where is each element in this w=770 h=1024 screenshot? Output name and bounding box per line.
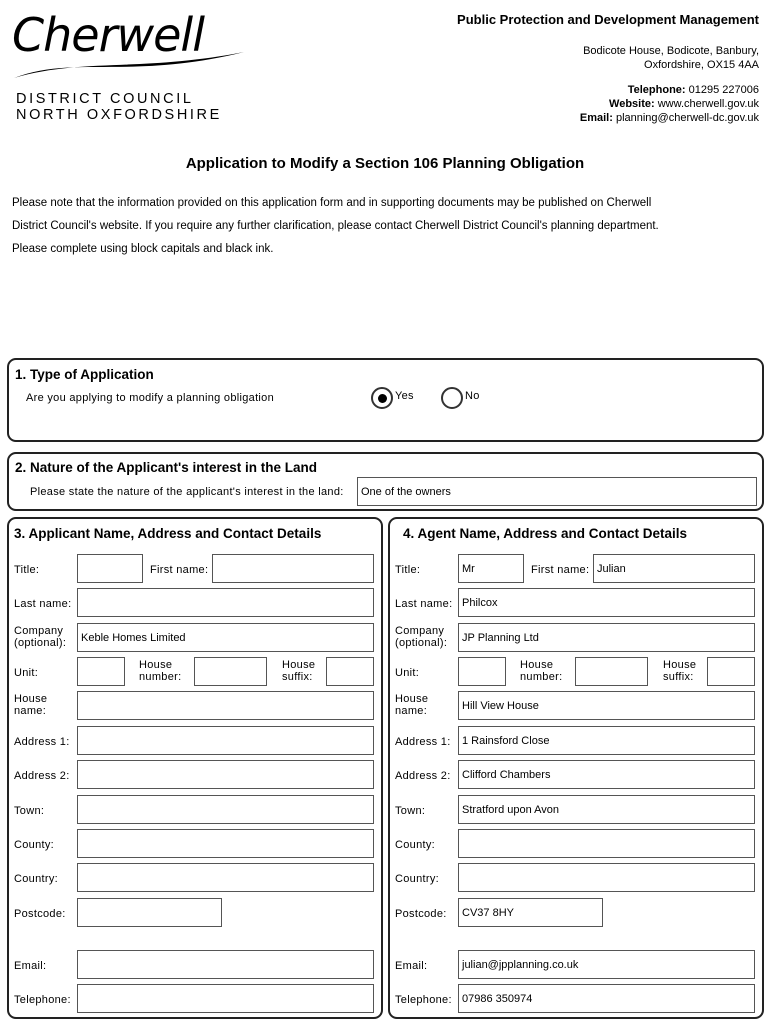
country-input[interactable]	[458, 863, 755, 892]
label-postcode: Postcode:	[395, 908, 447, 920]
label-address1: Address 1:	[395, 736, 451, 748]
label-company: Company (optional):	[395, 625, 448, 649]
label-house-name: House name:	[395, 693, 429, 717]
intro-text	[12, 192, 762, 261]
logo-line1: DISTRICT COUNCIL	[16, 91, 194, 107]
council-logo: Cherwell	[12, 8, 204, 62]
label-house-number: House number:	[139, 659, 182, 683]
section-title: 3. Applicant Name, Address and Contact Details	[14, 526, 322, 541]
label-address1: Address 1:	[14, 736, 70, 748]
unit-input[interactable]	[77, 657, 125, 686]
section-applicant-interest	[7, 452, 764, 511]
label-county: County:	[14, 839, 55, 851]
house-name-input[interactable]: Hill View House	[458, 691, 755, 720]
form-title: Application to Modify a Section 106 Planning Obligation	[185, 155, 585, 172]
website-link[interactable]: www.cherwell.gov.uk	[657, 98, 759, 110]
unit-input[interactable]	[458, 657, 506, 686]
website-label: Website:	[609, 98, 655, 110]
interest-input[interactable]: One of the owners	[357, 477, 757, 506]
email-link[interactable]: planning@cherwell-dc.gov.uk	[615, 112, 759, 124]
address1-input[interactable]	[77, 726, 374, 755]
label-house-number: House number:	[520, 659, 563, 683]
label-email: Email:	[395, 960, 428, 972]
address2-input[interactable]	[77, 760, 374, 789]
postcode-input[interactable]: CV37 8HY	[458, 898, 603, 927]
section-type-of-application	[7, 358, 764, 442]
label-house-suffix: House suffix:	[663, 659, 697, 683]
radio-yes[interactable]	[371, 387, 393, 409]
intro-line: Please note that the information provided on this application form and in supporting documents may be published on Cherwell	[12, 197, 652, 209]
telephone-label: Telephone:	[627, 84, 686, 96]
label-country: Country:	[395, 873, 439, 885]
interest-question: Please state the nature of the applicant's interest in the land:	[30, 486, 344, 498]
label-first-name: First name:	[531, 564, 590, 576]
company-input[interactable]: Keble Homes Limited	[77, 623, 374, 652]
last-name-input[interactable]: Philcox	[458, 588, 755, 617]
house-suffix-input[interactable]	[326, 657, 374, 686]
telephone-input[interactable]	[77, 984, 374, 1013]
town-input[interactable]: Stratford upon Avon	[458, 795, 755, 824]
label-town: Town:	[395, 805, 426, 817]
label-country: Country:	[14, 873, 58, 885]
logo-swoosh-icon	[12, 50, 247, 82]
company-input[interactable]: JP Planning Ltd	[458, 623, 755, 652]
section-title: 1. Type of Application	[15, 367, 154, 382]
label-telephone: Telephone:	[14, 994, 71, 1006]
county-input[interactable]	[458, 829, 755, 858]
country-input[interactable]	[77, 863, 374, 892]
section-title: 2. Nature of the Applicant's interest in the Land	[15, 460, 317, 475]
label-unit: Unit:	[14, 667, 39, 679]
label-first-name: First name:	[150, 564, 209, 576]
radio-selected-dot	[378, 394, 387, 403]
intro-line: Please complete using block capitals and black ink.	[12, 243, 274, 255]
email-input[interactable]: julian@jpplanning.co.uk	[458, 950, 755, 979]
modify-question: Are you applying to modify a planning obligation	[26, 392, 274, 404]
section-agent-details	[388, 517, 764, 1019]
address2-input[interactable]: Clifford Chambers	[458, 760, 755, 789]
label-town: Town:	[14, 805, 45, 817]
label-title: Title:	[395, 564, 421, 576]
title-input[interactable]: Mr	[458, 554, 524, 583]
label-company: Company (optional):	[14, 625, 67, 649]
house-suffix-input[interactable]	[707, 657, 755, 686]
radio-no-label: No	[465, 390, 480, 402]
county-input[interactable]	[77, 829, 374, 858]
postcode-input[interactable]	[77, 898, 222, 927]
label-county: County:	[395, 839, 436, 851]
town-input[interactable]	[77, 795, 374, 824]
label-unit: Unit:	[395, 667, 420, 679]
telephone-value: 01295 227006	[688, 84, 759, 96]
label-house-name: House name:	[14, 693, 48, 717]
label-house-suffix: House suffix:	[282, 659, 316, 683]
first-name-input[interactable]	[212, 554, 374, 583]
telephone-input[interactable]: 07986 350974	[458, 984, 755, 1013]
label-telephone: Telephone:	[395, 994, 452, 1006]
house-name-input[interactable]	[77, 691, 374, 720]
address1-input[interactable]: 1 Rainsford Close	[458, 726, 755, 755]
label-email: Email:	[14, 960, 47, 972]
label-postcode: Postcode:	[14, 908, 66, 920]
label-address2: Address 2:	[395, 770, 451, 782]
last-name-input[interactable]	[77, 588, 374, 617]
email-label: Email:	[579, 112, 613, 124]
radio-yes-label: Yes	[395, 390, 414, 402]
email-input[interactable]	[77, 950, 374, 979]
radio-no[interactable]	[441, 387, 463, 409]
label-title: Title:	[14, 564, 40, 576]
section-applicant-details	[7, 517, 383, 1019]
label-last-name: Last name:	[395, 598, 453, 610]
logo-line2: NORTH OXFORDSHIRE	[16, 107, 222, 123]
address-line1: Bodicote House, Bodicote, Banbury,	[583, 45, 759, 57]
address-line2: Oxfordshire, OX15 4AA	[644, 59, 759, 71]
label-address2: Address 2:	[14, 770, 70, 782]
department-name: Public Protection and Development Management	[457, 12, 759, 27]
intro-line: District Council's website. If you require any further clarification, please contact Cherwell District Council's planning department.	[12, 220, 659, 232]
house-number-input[interactable]	[194, 657, 267, 686]
first-name-input[interactable]: Julian	[593, 554, 755, 583]
label-last-name: Last name:	[14, 598, 72, 610]
section-title: 4. Agent Name, Address and Contact Details	[403, 526, 688, 541]
title-input[interactable]	[77, 554, 143, 583]
house-number-input[interactable]	[575, 657, 648, 686]
